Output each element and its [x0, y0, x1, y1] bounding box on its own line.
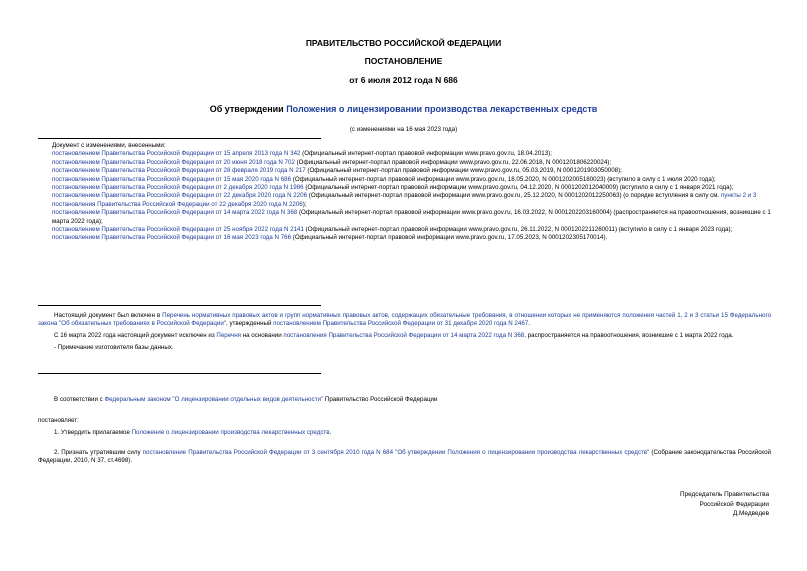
amendment-link[interactable]: постановлением Правительства Российской Федерации от 25 ноября 2022 года N 2141 — [52, 226, 304, 234]
doc-type-heading: ПОСТАНОВЛЕНИЕ — [364, 56, 443, 66]
amendment-link[interactable]: постановлением Правительства Российской Федерации от 15 мая 2020 года N 686 — [52, 175, 292, 183]
amendment-item — [52, 226, 771, 234]
amendment-source: (Официальный интернет-портал правовой информации www.pravo.gov.ru, 16.03.2022, N 0001202203160004) (распространяется на правоотношения, возникшие с 1 марта 2022 года); — [52, 209, 771, 225]
note-p2-end: , распространяется на правоотношения, возникшие с 1 марта 2022 года. — [524, 331, 734, 339]
preamble-text-2: Правительство Российской Федерации — [323, 396, 438, 403]
note-p1-link-decree[interactable]: постановлением Правительства Российской Федерации от 31 декабря 2020 года N 2467 — [273, 320, 529, 328]
item-2 — [38, 449, 771, 466]
amendment-link[interactable]: постановлением Правительства Российской Федерации от 2 декабря 2020 года N 1986 — [52, 184, 304, 192]
divider-note-top — [38, 305, 321, 306]
amendment-link[interactable]: постановлением Правительства Российской Федерации от 14 марта 2022 года N 368 — [52, 209, 298, 217]
note-paragraph-3: - Примечание изготовителя базы данных. — [54, 344, 174, 352]
note-paragraph-1 — [38, 312, 771, 329]
amendment-source: (Официальный интернет-портал правовой информации www.pravo.gov.ru, 26.11.2022, N 0001202211260011) (вступило в силу с 1 января 2023 года); — [303, 226, 733, 234]
note-p2-text-2: на основании — [240, 331, 284, 339]
repealed-decree-link[interactable]: постановление Правительства Российской Федерации от 3 сентября 2010 года N 684 "Об утверждении Положения о лицензировании производства лекарственных средств" — [142, 449, 650, 456]
amendment-source: (Официальный интернет-портал правовой информации www.pravo.gov.ru, 25.12.2020, N 0001202012250063) (о порядке вступления в силу см. — [307, 192, 721, 200]
amendment-link[interactable]: постановлением Правительства Российской Федерации от 15 апреля 2013 года N 342 — [52, 150, 301, 158]
amendment-item — [52, 176, 771, 184]
amendment-source: (Официальный интернет-портал правовой информации www.pravo.gov.ru, 04.12.2020, N 0001202012040009) (вступило в силу с 1 января 2021 года); — [303, 184, 734, 192]
divider-note-bottom — [38, 373, 321, 374]
note-paragraph-2 — [38, 332, 771, 340]
signature-position: Председатель Правительства — [680, 491, 769, 498]
note-p2-link-decree[interactable]: постановления Правительства Российской Федерации от 14 марта 2022 года N 368 — [283, 331, 525, 339]
item2-end: (Собрание законодательства Российской Федерации, 2010, N 37, ст.4698). — [38, 449, 771, 465]
preamble-text: В соответствии с — [54, 396, 105, 403]
amendment-item — [52, 167, 771, 175]
preamble — [38, 396, 771, 404]
date-number-heading: от 6 июля 2012 года N 686 — [349, 75, 458, 85]
divider-top — [38, 138, 321, 139]
amendment-source: (Официальный интернет-портал правовой информации www.pravo.gov.ru, 17.05.2023, N 0001202305170014). — [291, 234, 608, 242]
amendment-source: (Официальный интернет-портал правовой информации www.pravo.gov.ru, 22.06.2018, N 0001201806220024); — [294, 158, 612, 166]
item1-text: 1. Утвердить прилагаемое — [54, 429, 132, 436]
amendment-item — [52, 150, 771, 158]
signature-block — [569, 490, 769, 519]
amendment-item — [52, 184, 771, 192]
note-p1-end: . — [528, 320, 530, 328]
signature-org: Российской Федерации — [699, 500, 769, 508]
federal-law-link[interactable]: Федеральным законом "О лицензировании отдельных видов деятельности" — [104, 396, 324, 403]
note-p1-text-2: , утвержденный — [226, 320, 274, 328]
edition-note: (с изменениями на 16 мая 2023 года) — [349, 126, 458, 133]
note-p2-link-list[interactable]: Перечня — [216, 331, 241, 339]
government-heading: ПРАВИТЕЛЬСТВО РОССИЙСКОЙ ФЕДЕРАЦИИ — [305, 38, 502, 48]
amendment-item — [52, 209, 771, 226]
amendment-link[interactable]: постановлением Правительства Российской Федерации от 28 февраля 2019 года N 217 — [52, 167, 306, 175]
title-prefix: Об утверждении — [209, 104, 287, 114]
regulation-link[interactable]: Положение о лицензировании производства лекарственных средств — [131, 429, 330, 436]
amendment-source: (Официальный интернет-портал правовой информации www.pravo.gov.ru, 18.04.2013); — [300, 150, 552, 158]
amendment-item — [52, 234, 771, 242]
amendments-block — [52, 142, 771, 243]
amendment-link-secondary[interactable]: пункты 2 и 3 постановления Правительства Российской Федерации от 22 декабря 2020 года N 2206 — [52, 192, 757, 208]
item2-text: 2. Признать утратившим силу — [54, 449, 143, 456]
note-block — [38, 312, 771, 353]
note-p2-text: С 16 марта 2022 года настоящий документ исключен из — [54, 331, 217, 339]
amendment-source: (Официальный интернет-портал правовой информации www.pravo.gov.ru, 18.05.2020, N 0001202005180023) (вступило в силу с 1 июля 2020 года); — [291, 175, 716, 183]
title-link[interactable]: Положения о лицензировании производства лекарственных средств — [286, 104, 598, 114]
amendment-source: (Официальный интернет-портал правовой информации www.pravo.gov.ru, 05.03.2019, N 0001201903050008); — [305, 167, 622, 175]
signature-name: Д.Медведев — [732, 510, 769, 518]
note-p1-text: Настоящий документ был включен в — [54, 312, 163, 319]
document-title — [0, 104, 807, 114]
amendment-item — [52, 159, 771, 167]
decides-text: постановляет: — [38, 417, 79, 424]
amendment-link[interactable]: постановлением Правительства Российской Федерации от 20 июня 2018 года N 702 — [52, 158, 295, 166]
amendment-link[interactable]: постановлением Правительства Российской Федерации от 22 декабря 2020 года N 2206 — [52, 192, 308, 200]
item1-end: . — [329, 429, 332, 436]
note-p1-link-list[interactable]: Перечень нормативных правовых актов и групп нормативных правовых актов, содержащих обязательные требования, в отношении которых не применяются положения частей 1, 2 и 3 статьи 15 Федерального закона "Об обязательных требованиях в Российской Федерации" — [38, 312, 772, 328]
item-1 — [38, 429, 771, 437]
amendment-item — [52, 192, 771, 209]
amendment-link[interactable]: постановлением Правительства Российской Федерации от 16 мая 2023 года N 766 — [52, 234, 292, 242]
amendments-list — [52, 150, 771, 242]
decides-line — [38, 417, 771, 425]
amendments-intro: Документ с изменениями, внесенными: — [52, 142, 166, 149]
amendment-source-end: ); — [302, 200, 307, 208]
